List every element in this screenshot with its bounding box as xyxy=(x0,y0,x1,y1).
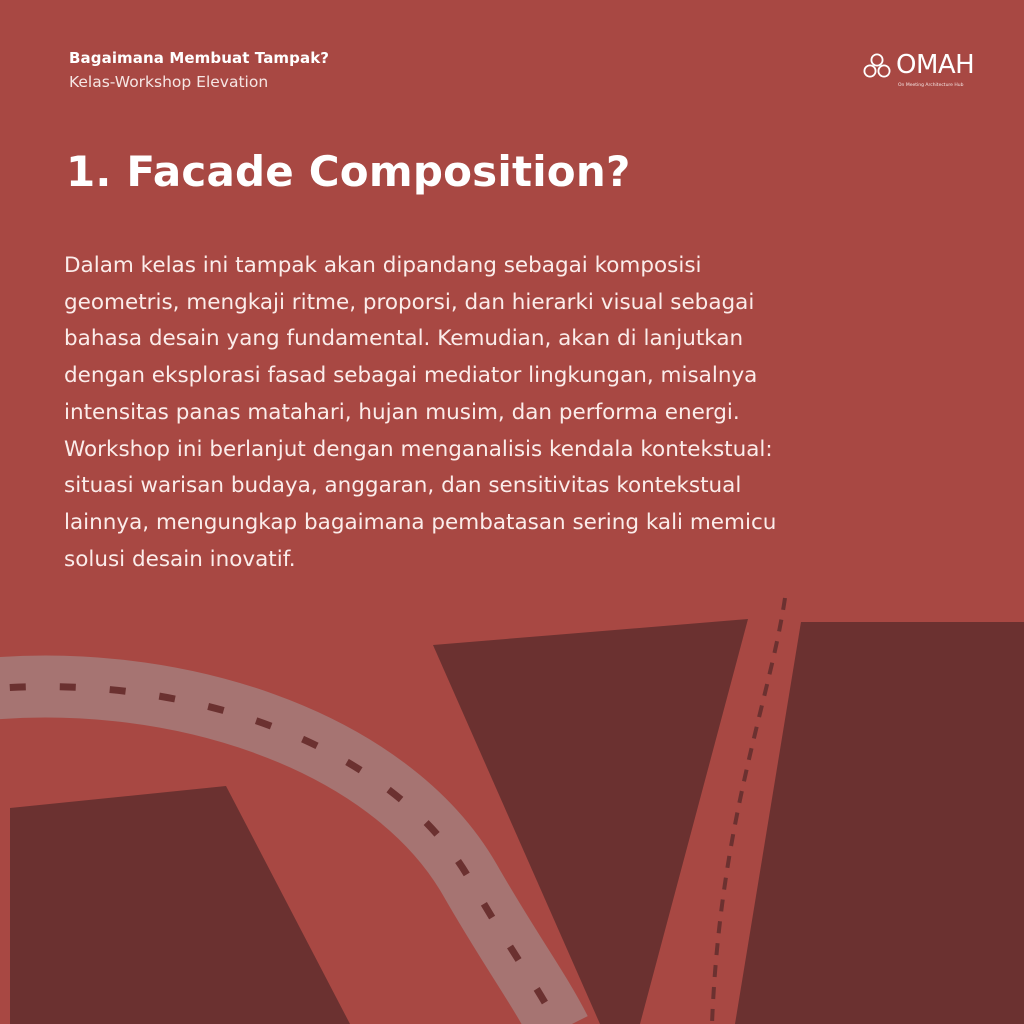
paragraph-line: geometris, mengkaji ritme, proporsi, dan hierarki visual sebagai xyxy=(64,289,755,315)
paragraph-line: solusi desain inovatif. xyxy=(64,546,296,572)
logo-wordmark: OMAH xyxy=(896,50,975,80)
paragraph-line: intensitas panas matahari, hujan musim, dan performa energi. xyxy=(64,399,740,425)
paragraph-line: bahasa desain yang fundamental. Kemudian, akan di lanjutkan xyxy=(64,326,744,352)
paragraph-line: lainnya, mengungkap bagaimana pembatasan sering kali memicu xyxy=(64,509,777,535)
header-title: Bagaimana Membuat Tampak? xyxy=(69,49,330,67)
header-subtitle: Kelas-Workshop Elevation xyxy=(69,73,269,91)
three-circles-logo-icon xyxy=(862,53,892,79)
paragraph-line: situasi warisan budaya, anggaran, dan sensitivitas kontekstual xyxy=(64,473,742,499)
dark-block-right xyxy=(735,622,1024,1024)
page-title: 1. Facade Composition? xyxy=(66,147,631,196)
paragraph-line: Workshop ini berlanjut dengan menganalisis kendala kontekstual: xyxy=(64,436,773,462)
dark-block-center xyxy=(433,619,748,1024)
paragraph-line: dengan eksplorasi fasad sebagai mediator lingkungan, misalnya xyxy=(64,363,758,389)
paragraph-line: Dalam kelas ini tampak akan dipandang sebagai komposisi xyxy=(64,253,702,278)
dark-block-left xyxy=(10,786,350,1024)
logo-tagline: On Meeting Architecture Hub xyxy=(898,83,964,88)
omah-logo xyxy=(862,50,982,94)
body-paragraph xyxy=(64,248,964,578)
